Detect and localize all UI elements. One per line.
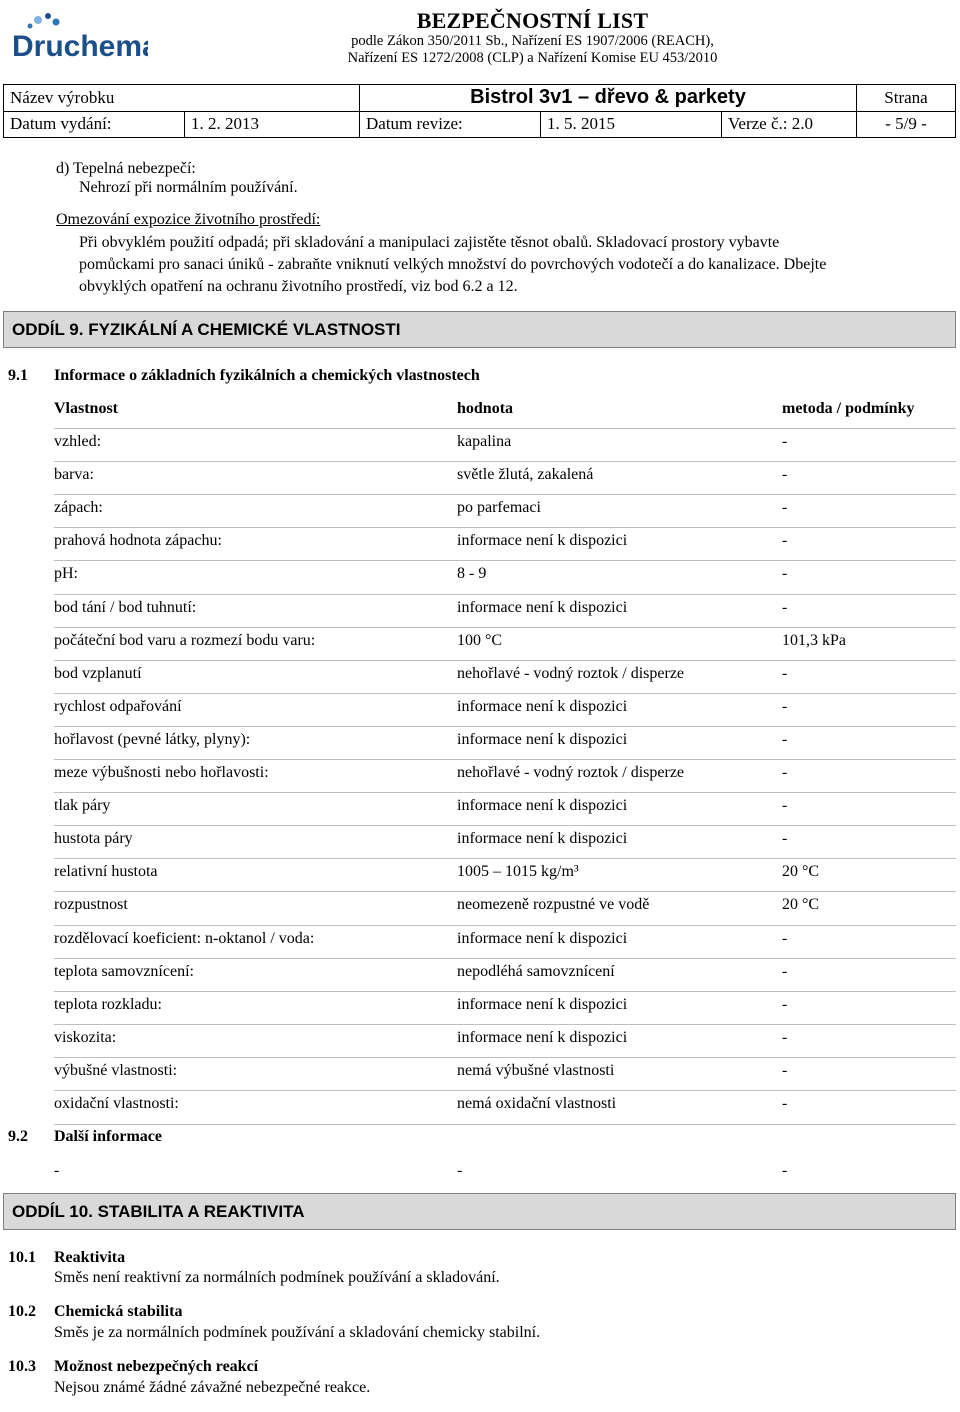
subsection-9-1-title: Informace o základních fyzikálních a chemických vlastnostech xyxy=(54,367,480,384)
row-divider xyxy=(54,991,956,992)
property-name: prahová hodnota zápachu: xyxy=(54,532,222,549)
col-header-property: Vlastnost xyxy=(54,400,119,417)
row-divider xyxy=(54,891,956,892)
product-name: Bistrol 3v1 – dřevo & parkety xyxy=(360,85,857,112)
subsection-9-1-number: 9.1 xyxy=(8,367,28,384)
property-name: zápach: xyxy=(54,499,103,516)
section-10-header xyxy=(3,1193,956,1230)
document-regulation-line2: Nařízení ES 1272/2008 (CLP) a Nařízení Komise EU 453/2010 xyxy=(347,50,718,66)
property-method: - xyxy=(782,1062,788,1079)
property-value: informace není k dispozici xyxy=(457,797,628,814)
section-10-title: ODDÍL 10. STABILITA A REAKTIVITA xyxy=(12,1202,305,1221)
property-value: 100 °C xyxy=(457,632,503,649)
property-value: informace není k dispozici xyxy=(457,698,628,715)
env-exposure-line2: pomůckami pro sanaci úniků - zabraňte vniknutí velkých množství do povrchových vodotečí a do kanalizace. Dbejte xyxy=(79,256,827,273)
page-label: Strana xyxy=(857,85,956,112)
item-10-3-number: 10.3 xyxy=(8,1358,36,1375)
item-10-1-title: Reaktivita xyxy=(54,1249,126,1266)
page-number: - 5/9 - xyxy=(857,111,956,138)
property-name: bod tání / bod tuhnutí: xyxy=(54,599,197,616)
property-value: nemá výbušné vlastnosti xyxy=(457,1062,615,1079)
row-divider xyxy=(54,594,956,595)
thermal-hazard-text: Nehrozí při normálním používání. xyxy=(79,179,298,196)
property-method: - xyxy=(782,466,788,483)
property-method: 101,3 kPa xyxy=(782,632,846,649)
property-method: - xyxy=(782,764,788,781)
row-divider xyxy=(54,925,956,926)
item-10-2-number: 10.2 xyxy=(8,1303,36,1320)
property-value: informace není k dispozici xyxy=(457,996,628,1013)
version: Verze č.: 2.0 xyxy=(722,111,857,138)
issue-date: 1. 2. 2013 xyxy=(185,111,360,138)
property-name: relativní hustota xyxy=(54,863,158,880)
col-header-method: metoda / podmínky xyxy=(782,400,915,417)
product-label: Název výrobku xyxy=(4,85,360,112)
property-method: - xyxy=(782,599,788,616)
property-value: nemá oxidační vlastnosti xyxy=(457,1095,617,1112)
property-method: - xyxy=(782,996,788,1013)
logo-text: Druchema xyxy=(12,30,148,62)
property-name: hustota páry xyxy=(54,830,133,847)
revision-date-label: Datum revize: xyxy=(360,111,541,138)
property-name: hořlavost (pevné látky, plyny): xyxy=(54,731,251,748)
col-header-value: hodnota xyxy=(457,400,514,417)
property-method: - xyxy=(782,433,788,450)
env-exposure-line1: Při obvyklém použití odpadá; při skladování a manipulaci zajistěte těsnot obalů. Skladovací prostory vybavte xyxy=(79,234,780,251)
divider xyxy=(54,1124,956,1125)
property-method: - xyxy=(782,930,788,947)
additional-info-cell: - xyxy=(457,1162,463,1179)
additional-info-cell: - xyxy=(54,1162,60,1179)
property-value: neomezeně rozpustné ve vodě xyxy=(457,896,650,913)
item-10-2-text: Směs je za normálních podmínek používání a skladování chemicky stabilní. xyxy=(54,1324,541,1341)
property-name: tlak páry xyxy=(54,797,111,814)
property-name: počáteční bod varu a rozmezí bodu varu: xyxy=(54,632,316,649)
row-divider xyxy=(54,958,956,959)
row-divider xyxy=(54,461,956,462)
property-value: informace není k dispozici xyxy=(457,930,628,947)
thermal-hazard-title: d) Tepelná nebezpečí: xyxy=(56,160,196,177)
row-divider xyxy=(54,726,956,727)
row-divider xyxy=(54,660,956,661)
item-10-2-title: Chemická stabilita xyxy=(54,1303,183,1320)
property-method: - xyxy=(782,532,788,549)
row-divider xyxy=(54,693,956,694)
property-name: teplota samovznícení: xyxy=(54,963,194,980)
row-divider xyxy=(54,1090,956,1091)
row-divider xyxy=(54,858,956,859)
row-divider xyxy=(54,1024,956,1025)
property-value: kapalina xyxy=(457,433,512,450)
property-name: rychlost odpařování xyxy=(54,698,182,715)
property-name: rozdělovací koeficient: n-oktanol / voda: xyxy=(54,930,315,947)
property-value: informace není k dispozici xyxy=(457,731,628,748)
property-value: informace není k dispozici xyxy=(457,830,628,847)
company-logo xyxy=(8,10,148,62)
property-method: 20 °C xyxy=(782,896,820,913)
property-value: 1005 – 1015 kg/m³ xyxy=(457,863,579,880)
property-value: informace není k dispozici xyxy=(457,1029,628,1046)
subsection-9-2-number: 9.2 xyxy=(8,1128,28,1145)
header-info-table xyxy=(3,84,956,138)
property-name: barva: xyxy=(54,466,94,483)
row-divider xyxy=(54,792,956,793)
env-exposure-line3: obvyklých opatření na ochranu životního prostředí, viz bod 6.2 a 12. xyxy=(79,278,518,295)
property-name: meze výbušnosti nebo hořlavosti: xyxy=(54,764,269,781)
property-name: výbušné vlastnosti: xyxy=(54,1062,178,1079)
property-value: po parfemaci xyxy=(457,499,541,516)
row-divider xyxy=(54,527,956,528)
property-method: - xyxy=(782,1095,788,1112)
row-divider xyxy=(54,428,956,429)
property-method: - xyxy=(782,797,788,814)
item-10-1-number: 10.1 xyxy=(8,1249,36,1266)
property-method: - xyxy=(782,565,788,582)
logo-mark-icon xyxy=(28,13,60,29)
property-value: informace není k dispozici xyxy=(457,532,628,549)
item-10-3-text: Nejsou známé žádné závažné nebezpečné reakce. xyxy=(54,1379,371,1396)
subsection-9-2-title: Další informace xyxy=(54,1128,162,1145)
property-value: nehořlavé - vodný roztok / disperze xyxy=(457,665,685,682)
row-divider xyxy=(54,759,956,760)
property-method: - xyxy=(782,731,788,748)
property-method: - xyxy=(782,698,788,715)
revision-date: 1. 5. 2015 xyxy=(541,111,722,138)
property-name: viskozita: xyxy=(54,1029,117,1046)
property-name: pH: xyxy=(54,565,78,582)
property-value: nepodléhá samovznícení xyxy=(457,963,615,980)
property-value: nehořlavé - vodný roztok / disperze xyxy=(457,764,685,781)
property-name: rozpustnost xyxy=(54,896,128,913)
document-title: BEZPEČNOSTNÍ LIST xyxy=(416,8,649,33)
section-9-title: ODDÍL 9. FYZIKÁLNÍ A CHEMICKÉ VLASTNOSTI xyxy=(12,320,401,339)
row-divider xyxy=(54,627,956,628)
issue-date-label: Datum vydání: xyxy=(4,111,185,138)
property-name: vzhled: xyxy=(54,433,102,450)
env-exposure-heading: Omezování expozice životního prostředí: xyxy=(56,211,321,228)
row-divider xyxy=(54,825,956,826)
property-name: oxidační vlastnosti: xyxy=(54,1095,179,1112)
additional-info-cell: - xyxy=(782,1162,788,1179)
property-method: - xyxy=(782,499,788,516)
property-method: - xyxy=(782,1029,788,1046)
property-value: informace není k dispozici xyxy=(457,599,628,616)
document-regulation-line1: podle Zákon 350/2011 Sb., Nařízení ES 1907/2006 (REACH), xyxy=(351,33,714,49)
property-value: světle žlutá, zakalená xyxy=(457,466,594,483)
item-10-1-text: Směs není reaktivní za normálních podmínek používání a skladování. xyxy=(54,1269,500,1286)
section-9-header xyxy=(3,311,956,348)
row-divider xyxy=(54,494,956,495)
property-value: 8 - 9 xyxy=(457,565,487,582)
property-method: 20 °C xyxy=(782,863,820,880)
row-divider xyxy=(54,560,956,561)
row-divider xyxy=(54,1057,956,1058)
property-name: teplota rozkladu: xyxy=(54,996,162,1013)
property-method: - xyxy=(782,665,788,682)
property-name: bod vzplanutí xyxy=(54,665,142,682)
property-method: - xyxy=(782,830,788,847)
item-10-3-title: Možnost nebezpečných reakcí xyxy=(54,1358,259,1375)
property-method: - xyxy=(782,963,788,980)
